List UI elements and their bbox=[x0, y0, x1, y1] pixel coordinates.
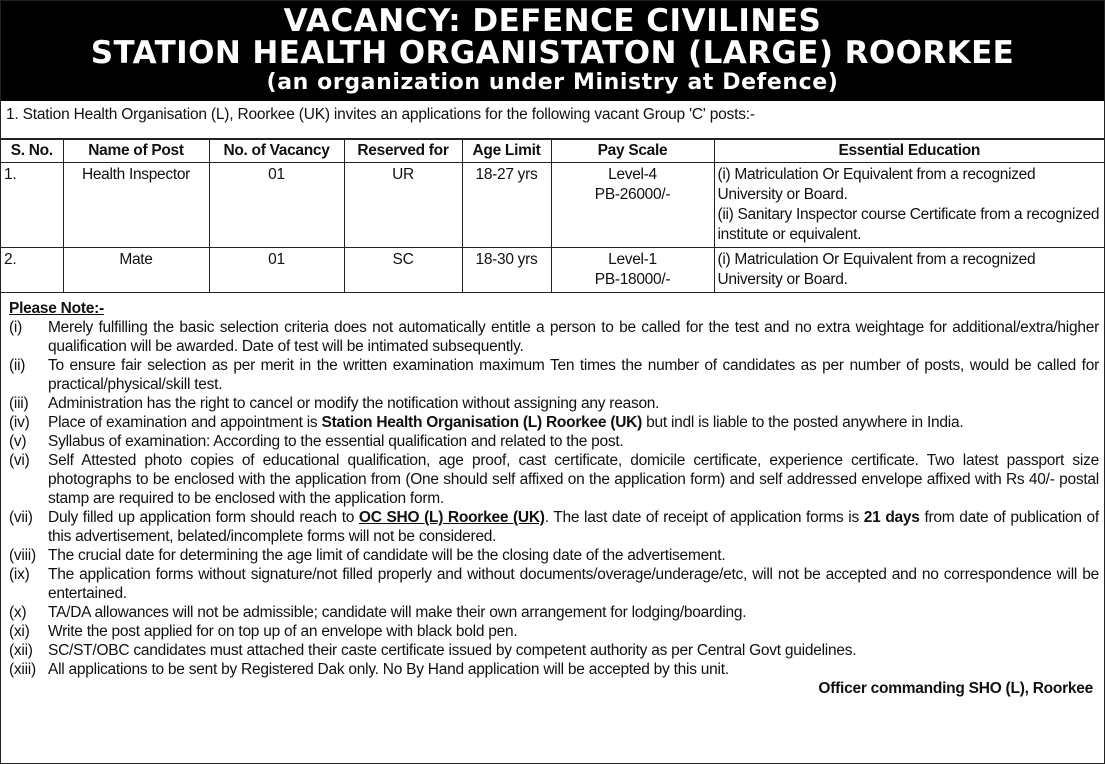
note-item bbox=[9, 622, 1099, 641]
note-item bbox=[9, 432, 1099, 451]
notes-section bbox=[1, 293, 1104, 698]
cell-post: Health Inspector bbox=[63, 163, 209, 248]
notes-heading: Please Note:- bbox=[9, 300, 104, 317]
note-number: (xii) bbox=[9, 642, 33, 659]
cell-post: Mate bbox=[63, 248, 209, 293]
note-number: (v) bbox=[9, 433, 27, 450]
pay-level: Level-1 bbox=[608, 251, 657, 268]
cell-reserved: SC bbox=[344, 248, 462, 293]
note-number: (iv) bbox=[9, 414, 30, 431]
note-bold-location: Station Health Organisation (L) Roorkee (UK) bbox=[321, 414, 643, 431]
cell-education bbox=[714, 163, 1104, 248]
cell-sno: 1. bbox=[1, 163, 63, 248]
note-number: (i) bbox=[9, 319, 23, 336]
header-education: Essential Education bbox=[714, 140, 1104, 163]
note-text-part: but indl is liable to the posted anywhere in India. bbox=[642, 414, 964, 431]
education-line: (ii) Sanitary Inspector course Certificate from a recognized institute or equivalent. bbox=[717, 206, 1100, 243]
note-item bbox=[9, 660, 1099, 679]
note-text: Self Attested photo copies of educational qualification, age proof, cast certificate, domicile certificate, experience certificate. Two latest passport size photographs to be enclosed with the application from (One should self affixed on the application form) and self addressed envelope affixed with Rs 40/- postal stamp are required to be enclosed with the application form. bbox=[48, 452, 1099, 507]
note-item bbox=[9, 565, 1099, 603]
title-vacancy: VACANCY: DEFENCE CIVILINES bbox=[283, 3, 822, 39]
note-number: (viii) bbox=[9, 547, 36, 564]
education-line: (i) Matriculation Or Equivalent from a recognized University or Board. bbox=[717, 166, 1036, 203]
pay-band: PB-26000/- bbox=[594, 186, 671, 203]
note-address: OC SHO (L) Roorkee (UK) bbox=[358, 509, 545, 526]
header-sno: S. No. bbox=[1, 140, 63, 163]
header-banner bbox=[1, 1, 1104, 101]
subtitle-ministry: (an organization under Ministry at Defence) bbox=[266, 70, 839, 95]
note-number: (vi) bbox=[9, 452, 30, 469]
header-reserved: Reserved for bbox=[344, 140, 462, 163]
header-vacancy: No. of Vacancy bbox=[209, 140, 344, 163]
note-item bbox=[9, 451, 1099, 508]
note-number: (vii) bbox=[9, 509, 33, 526]
cell-pay bbox=[551, 163, 714, 248]
cell-age: 18-27 yrs bbox=[462, 163, 551, 248]
note-item bbox=[9, 318, 1099, 356]
header-post: Name of Post bbox=[63, 140, 209, 163]
note-item bbox=[9, 508, 1099, 546]
note-item bbox=[9, 394, 1099, 413]
table-header-row bbox=[1, 140, 1104, 163]
note-deadline: 21 days bbox=[863, 509, 920, 526]
education-line: (i) Matriculation Or Equivalent from a recognized University or Board. bbox=[717, 251, 1036, 288]
note-number: (xi) bbox=[9, 623, 30, 640]
note-text: Write the post applied for on top up of an envelope with black bold pen. bbox=[48, 623, 518, 640]
note-text: TA/DA allowances will not be admissible; candidate will make their own arrangement for lodging/boarding. bbox=[48, 604, 747, 621]
note-item bbox=[9, 641, 1099, 660]
note-item bbox=[9, 413, 1099, 432]
note-number: (x) bbox=[9, 604, 27, 621]
cell-education bbox=[714, 248, 1104, 293]
note-text-part: . The last date of receipt of application forms is bbox=[544, 509, 864, 526]
note-number: (ii) bbox=[9, 357, 26, 374]
note-text: Merely fulfilling the basic selection criteria does not automatically entitle a person to be called for the test and no extra weightage for additional/extra/higher qualification will be awarded. Date of test will be intimated subsequently. bbox=[48, 319, 1099, 355]
note-number: (ix) bbox=[9, 566, 30, 583]
cell-reserved: UR bbox=[344, 163, 462, 248]
cell-pay bbox=[551, 248, 714, 293]
note-number: (xiii) bbox=[9, 661, 36, 678]
note-text-part: Place of examination and appointment is bbox=[48, 414, 322, 431]
title-organisation: STATION HEALTH ORGANISTATON (LARGE) ROORKEE bbox=[90, 35, 1015, 71]
note-text bbox=[48, 508, 1099, 546]
note-text: All applications to be sent by Registered Dak only. No By Hand application will be accepted by this unit. bbox=[48, 661, 729, 678]
note-text: The crucial date for determining the age limit of candidate will be the closing date of the advertisement. bbox=[48, 547, 726, 564]
pay-band: PB-18000/- bbox=[594, 271, 671, 288]
header-age: Age Limit bbox=[462, 140, 551, 163]
note-text: Administration has the right to cancel or modify the notification without assigning any reason. bbox=[48, 395, 660, 412]
note-item bbox=[9, 546, 1099, 565]
intro-text: 1. Station Health Organisation (L), Roorkee (UK) invites an applications for the following vacant Group 'C' posts:- bbox=[1, 101, 1104, 139]
note-text: Syllabus of examination: According to the essential qualification and related to the post. bbox=[48, 433, 624, 450]
header-pay: Pay Scale bbox=[551, 140, 714, 163]
note-text-part: Duly filled up application form should reach to bbox=[48, 509, 359, 526]
note-text: SC/ST/OBC candidates must attached their caste certificate issued by competent authority as per Central Govt guidelines. bbox=[48, 642, 857, 659]
cell-vacancy: 01 bbox=[209, 163, 344, 248]
signature-line: Officer commanding SHO (L), Roorkee bbox=[818, 680, 1093, 697]
cell-age: 18-30 yrs bbox=[462, 248, 551, 293]
vacancy-table bbox=[1, 139, 1104, 293]
note-number: (iii) bbox=[9, 395, 29, 412]
note-text bbox=[48, 413, 1099, 432]
note-text: The application forms without signature/not filled properly and without documents/overage/underage/etc, will not be accepted and no correspondence will be entertained. bbox=[48, 566, 1099, 602]
cell-sno: 2. bbox=[1, 248, 63, 293]
cell-vacancy: 01 bbox=[209, 248, 344, 293]
table-row bbox=[1, 248, 1104, 293]
note-item bbox=[9, 356, 1099, 394]
note-text-part: from date of publication of this advertisement, belated/incomplete forms will not be considered. bbox=[48, 509, 1099, 545]
note-item bbox=[9, 603, 1099, 622]
pay-level: Level-4 bbox=[608, 166, 657, 183]
note-text: To ensure fair selection as per merit in the written examination maximum Ten times the number of candidates as per number of posts, would be called for practical/physical/skill test. bbox=[48, 357, 1099, 393]
table-row bbox=[1, 163, 1104, 248]
